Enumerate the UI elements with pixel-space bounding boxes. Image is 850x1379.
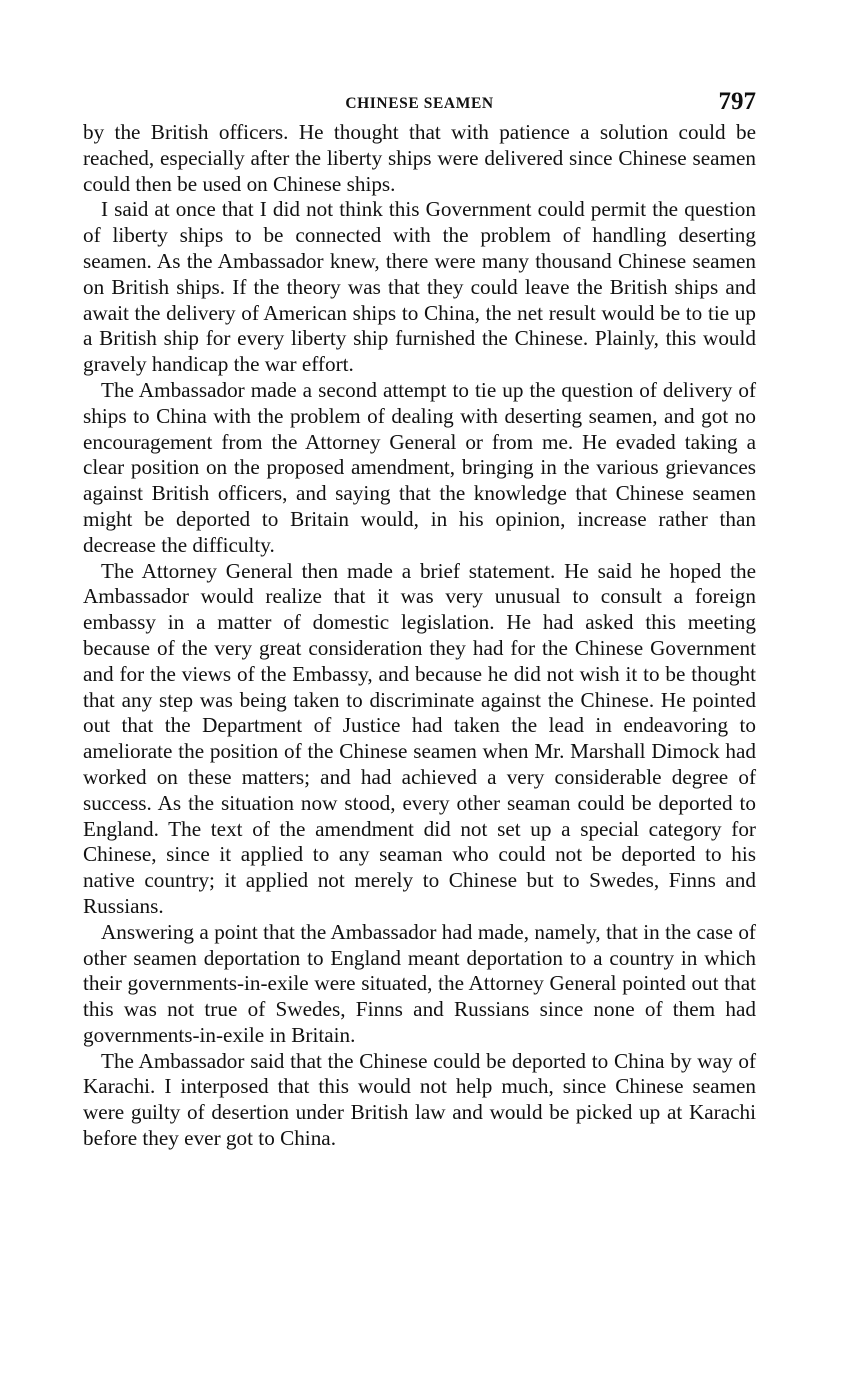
- paragraph: by the British officers. He thought that with patience a solution could be reached, especially after the liberty ships were delivered since Chinese seamen could then be used on Chinese ships.: [83, 120, 756, 196]
- paragraph: I said at once that I did not think this Government could permit the question of liberty ships to be connected with the problem of handling deserting seamen. As the Ambassador knew, there were many thousand Chinese seamen on British ships. If the theory was that they could leave the British ships and await the delivery of American ships to China, the net result would be to tie up a British ship for every liberty ship furnished the Chinese. Plainly, this would gravely handicap the war effort.: [83, 197, 756, 377]
- paragraph: The Ambassador made a second attempt to tie up the question of delivery of ships to China with the problem of dealing with deserting seamen, and got no encouragement from the Attorney General or from me. He evaded taking a clear position on the proposed amendment, bringing in the various grievances against British officers, and saying that the knowledge that Chinese seamen might be deported to Britain would, in his opinion, increase rather than decrease the difficulty.: [83, 377, 756, 557]
- paragraph: The Ambassador said that the Chinese could be deported to China by way of Karachi. I interposed that this would not help much, since Chinese seamen were guilty of desertion under British law and would be picked up at Karachi before they ever got to China.: [83, 1048, 756, 1151]
- paragraph: Answering a point that the Ambassador had made, namely, that in the case of other seamen deportation to England meant deportation to a country in which their governments-in-exile were situated, the Attorney General pointed out that this was not true of Swedes, Finns and Russians since none of them had governments-in-exile in Britain.: [83, 919, 756, 1047]
- running-title: CHINESE SEAMEN: [345, 95, 494, 112]
- page-number: 797: [718, 88, 756, 115]
- running-header: [83, 88, 756, 120]
- document-page: [83, 88, 756, 1152]
- paragraph: The Attorney General then made a brief statement. He said he hoped the Ambassador would realize that it was very unusual to consult a foreign embassy in a matter of domestic legislation. He had asked this meeting because of the very great consideration they had for the Chinese Government and for the views of the Embassy, and because he did not wish it to be thought that any step was being taken to discriminate against the Chinese. He pointed out that the Department of Justice had taken the lead in endeavoring to ameliorate the position of the Chinese seamen when Mr. Marshall Dimock had worked on these matters; and had achieved a very considerable degree of success. As the situation now stood, every other seaman could be deported to England. The text of the amendment did not set up a special category for Chinese, since it applied to any seaman who could not be deported to his native country; it applied not merely to Chinese but to Swedes, Finns and Russians.: [83, 558, 756, 918]
- body-text: [83, 120, 756, 1152]
